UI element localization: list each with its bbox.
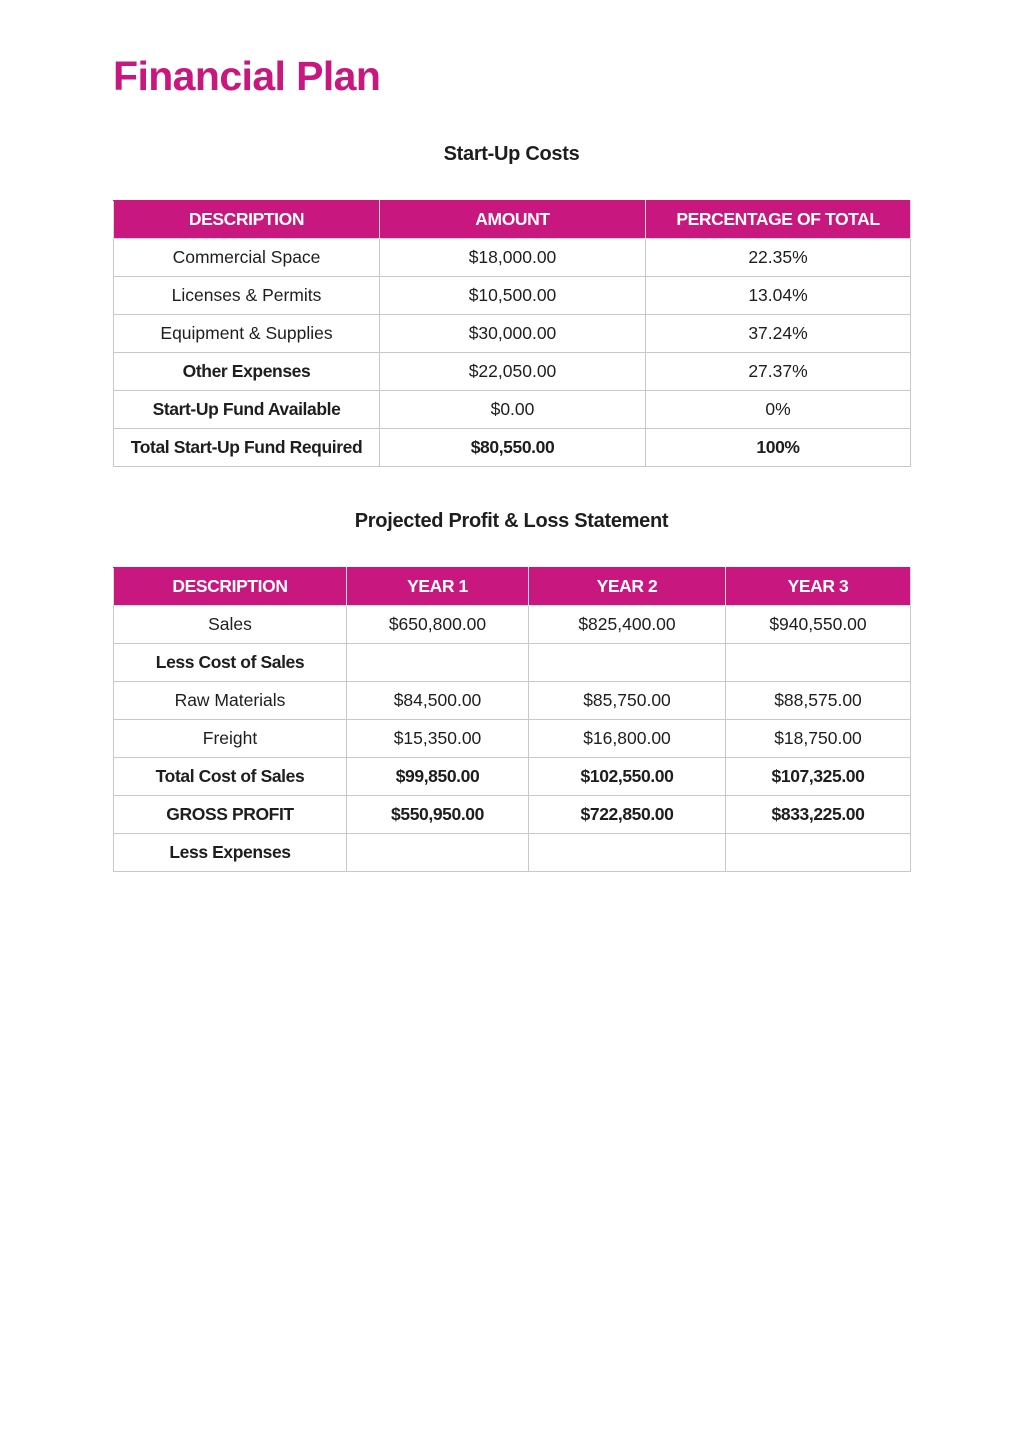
cell-year-2: $102,550.00 [529,758,726,796]
table-row [114,796,911,834]
cell-year-1: $15,350.00 [347,720,529,758]
cell-amount: $80,550.00 [380,429,646,467]
startup-costs-table [113,200,911,467]
table-header-row [114,568,911,606]
cell-description: GROSS PROFIT [114,796,347,834]
cell-amount: $18,000.00 [380,239,646,277]
profit-loss-title: Projected Profit & Loss Statement [354,510,669,532]
cell-year-1: $99,850.00 [347,758,529,796]
cell-description: Raw Materials [114,682,347,720]
cell-year-3 [726,834,911,872]
cell-description: Sales [114,606,347,644]
table-row [114,720,911,758]
cell-year-2: $722,850.00 [529,796,726,834]
profit-loss-table [113,567,911,872]
table-row [114,239,911,277]
cell-description: Less Expenses [114,834,347,872]
cell-description: Commercial Space [114,239,380,277]
cell-description: Freight [114,720,347,758]
cell-year-1: $550,950.00 [347,796,529,834]
cell-year-2 [529,644,726,682]
column-header-year-2: YEAR 2 [529,568,726,606]
cell-percentage: 0% [646,391,911,429]
table-row [114,353,911,391]
cell-percentage: 27.37% [646,353,911,391]
startup-costs-title: Start-Up Costs [443,143,580,165]
cell-description: Other Expenses [114,353,380,391]
table-row [114,315,911,353]
cell-year-3: $833,225.00 [726,796,911,834]
table-header-row [114,201,911,239]
column-header-amount: AMOUNT [380,201,646,239]
cell-year-3: $88,575.00 [726,682,911,720]
cell-amount: $10,500.00 [380,277,646,315]
table-row [114,758,911,796]
profit-loss-body [114,606,911,872]
cell-percentage: 100% [646,429,911,467]
table-row [114,429,911,467]
column-header-description: DESCRIPTION [114,201,380,239]
cell-year-3: $107,325.00 [726,758,911,796]
cell-year-1 [347,834,529,872]
table-row [114,391,911,429]
column-header-year-3: YEAR 3 [726,568,911,606]
cell-year-3: $18,750.00 [726,720,911,758]
cell-description: Total Cost of Sales [114,758,347,796]
cell-year-2: $825,400.00 [529,606,726,644]
cell-amount: $22,050.00 [380,353,646,391]
cell-percentage: 13.04% [646,277,911,315]
startup-costs-body [114,239,911,467]
cell-year-2: $16,800.00 [529,720,726,758]
cell-description: Equipment & Supplies [114,315,380,353]
cell-amount: $30,000.00 [380,315,646,353]
cell-year-2: $85,750.00 [529,682,726,720]
table-row [114,644,911,682]
column-header-percentage: PERCENTAGE OF TOTAL [646,201,911,239]
cell-year-1 [347,644,529,682]
column-header-description: DESCRIPTION [114,568,347,606]
cell-year-1: $84,500.00 [347,682,529,720]
column-header-year-1: YEAR 1 [347,568,529,606]
table-row [114,277,911,315]
table-row [114,682,911,720]
cell-year-3: $940,550.00 [726,606,911,644]
table-row [114,834,911,872]
cell-amount: $0.00 [380,391,646,429]
cell-year-3 [726,644,911,682]
cell-description: Licenses & Permits [114,277,380,315]
page-title: Financial Plan [113,53,381,99]
cell-description: Less Cost of Sales [114,644,347,682]
cell-year-1: $650,800.00 [347,606,529,644]
cell-year-2 [529,834,726,872]
cell-percentage: 37.24% [646,315,911,353]
cell-description: Total Start-Up Fund Required [114,429,380,467]
cell-percentage: 22.35% [646,239,911,277]
table-row [114,606,911,644]
cell-description: Start-Up Fund Available [114,391,380,429]
